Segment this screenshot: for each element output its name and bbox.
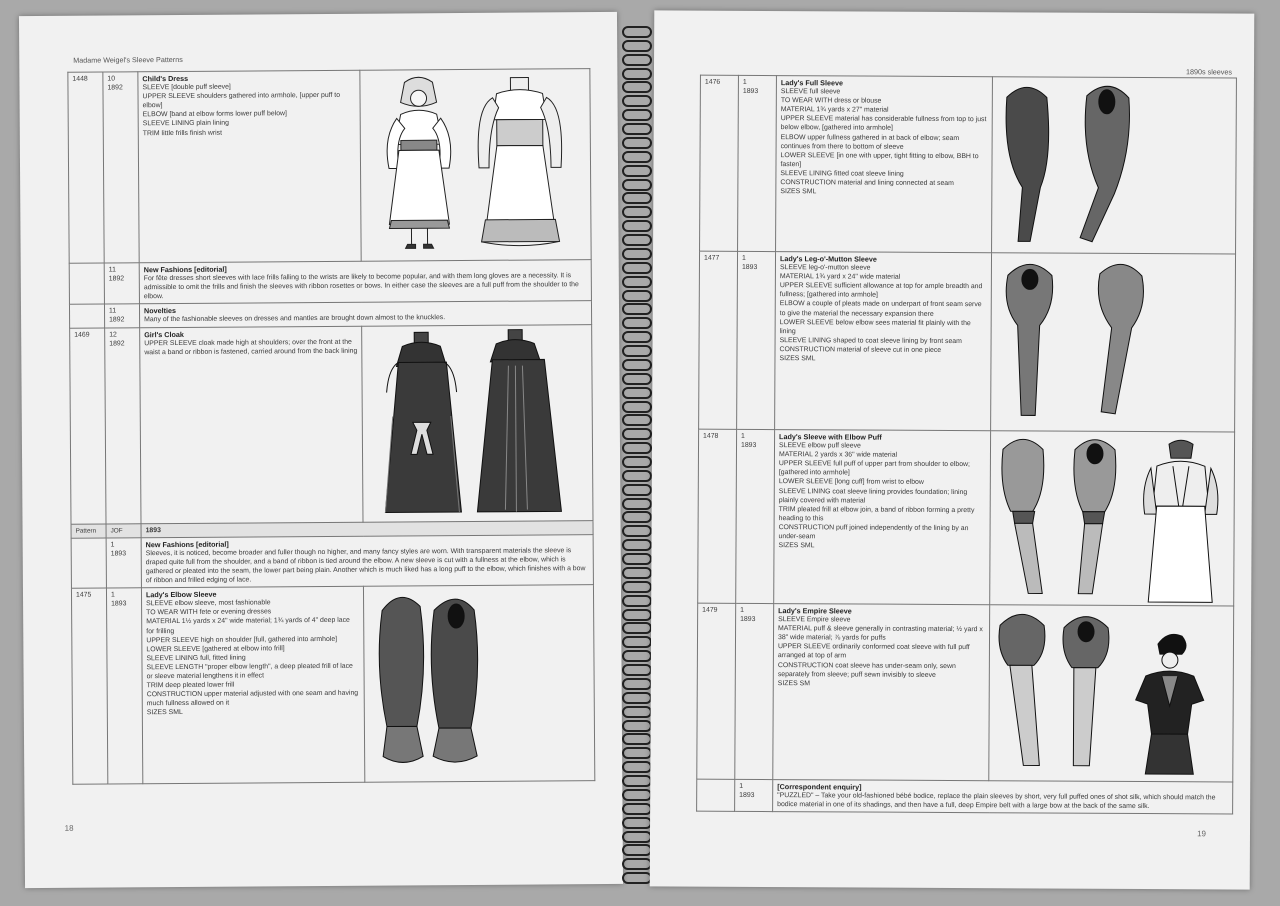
table-row <box>70 324 593 524</box>
spiral-coil <box>622 428 652 440</box>
table-row <box>699 251 1236 432</box>
entry-title: New Fashions [editorial] <box>145 539 229 549</box>
entry-description: [Correspondent enquiry] "PUZZLED" – Take your old-fashioned bébé bodice, replace the plain sleeves by short, very full puffed ones of shot silk, which should match the bodice material in one of its shadings, and then have a full, deep Empire belt with a large bow at the back of the same silk. <box>773 780 1233 815</box>
spiral-coil <box>622 636 652 648</box>
elbow-puff-illustration <box>990 431 1235 606</box>
spiral-coil <box>622 539 652 551</box>
spiral-coil <box>622 692 652 704</box>
section-col-jof: JOF <box>106 523 141 537</box>
spiral-coil <box>622 414 652 426</box>
spiral-coil <box>622 317 652 329</box>
right-page <box>650 10 1255 889</box>
entry-description: Lady's Elbow Sleeve SLEEVE elbow sleeve, most fashionable TO WEAR WITH fete or evening dresses MATERIAL 1½ yards x 24" wide material; 1¾ yards of 4" deep lace for frilling UPPER SLEEVE high on shoulder [full, gathered into armhole] LOWER SLEEVE [gathered at elbow into frill] SLEEVE LINING full, fitted lining SLEEVE LENGTH "proper elbow length", a deep pleated frill of lace or sleeve material lengthens it in effect TRIM deep pleated lower frill CONSTRUCTION upper material adjusted with one seam and having much fullness allowed on it SIZES SML <box>141 586 364 784</box>
entry-title: Girl's Cloak <box>144 329 184 339</box>
spiral-coil <box>622 761 652 773</box>
table-row <box>69 260 591 305</box>
spiral-coil <box>622 123 652 135</box>
spiral-coil <box>622 831 652 843</box>
elbow-sleeve-illustration <box>363 585 594 783</box>
spiral-coil <box>622 151 652 163</box>
spiral-coil <box>622 206 652 218</box>
spiral-coil <box>622 26 652 38</box>
pattern-number: 1448 <box>68 72 104 263</box>
spiral-coil <box>622 484 652 496</box>
spiral-coil <box>622 775 652 787</box>
spiral-coil <box>622 54 652 66</box>
entry-title: Novelties <box>143 306 177 316</box>
spiral-coil <box>622 276 652 288</box>
pattern-number: 1478 <box>698 429 737 603</box>
spiral-coil <box>622 511 652 523</box>
left-page <box>19 12 623 888</box>
pattern-number: 1469 <box>70 328 106 524</box>
spiral-coil <box>622 359 652 371</box>
entry-title: Lady's Elbow Sleeve <box>145 589 217 600</box>
full-sleeve-illustration <box>992 77 1237 254</box>
spiral-coil <box>622 179 652 191</box>
child-dress-illustration <box>360 69 591 262</box>
entry-title: Lady's Sleeve with Elbow Puff <box>779 432 882 442</box>
spiral-coil <box>622 720 652 732</box>
entry-title: New Fashions [editorial] <box>143 264 227 275</box>
spiral-coil <box>622 553 652 565</box>
entry-description: Lady's Empire Sleeve SLEEVE Empire sleeve MATERIAL puff & sleeve generally in contrasting material; ½ yard x 38" wide material; ⅞ yards for puffs UPPER SLEEVE ordinarily conformed coat sleeve with full puff arranged at top of arm CONSTRUCTION coat sleeve has under-seam only, sewn separately from sleeve; puff sewn invisibly to sleeve SIZES SM <box>773 604 990 781</box>
entry-title: [Correspondent enquiry] <box>777 782 862 792</box>
spiral-coil <box>622 192 652 204</box>
issue-date: 11 1892 <box>104 263 139 305</box>
pattern-number: 1476 <box>700 75 739 251</box>
entry-title: Lady's Leg-o'-Mutton Sleeve <box>779 254 877 264</box>
spiral-coil <box>622 872 652 884</box>
empire-sleeve-illustration <box>989 605 1234 782</box>
spiral-coil <box>622 595 652 607</box>
page-number: 19 <box>1197 829 1207 839</box>
spiral-coil <box>622 858 652 870</box>
spiral-coil <box>622 401 652 413</box>
pattern-table-right <box>696 75 1237 815</box>
spiral-coil <box>622 95 652 107</box>
entry-description: Lady's Full Sleeve SLEEVE full sleeve TO WEAR WITH dress or blouse MATERIAL 1¾ yards x 27" material UPPER SLEEVE material has considerable fullness from top to just below elbow, [gathered into armhole] ELBOW upper fullness gathered in at back of elbow; seam continues from there to bottom of sleeve LOWER SLEEVE [in one with upper, tight fitting to elbow, BBH to fasten] SLEEVE LINING fitted coat sleeve lining CONSTRUCTION material and lining connected at seam SIZES SML <box>776 76 993 253</box>
entry-title: Child's Dress <box>142 73 189 84</box>
spiral-coil <box>622 109 652 121</box>
table-row <box>700 75 1237 254</box>
spiral-coil <box>622 650 652 662</box>
issue-date: 1 1893 <box>735 779 773 811</box>
pattern-table-left <box>67 68 595 785</box>
issue-date: 1 1893 <box>736 429 775 603</box>
entry-title: Lady's Empire Sleeve <box>778 606 852 616</box>
spiral-coil <box>622 609 652 621</box>
spiral-coil <box>622 803 652 815</box>
issue-date: 1 1893 <box>735 603 774 779</box>
entry-description: Lady's Leg-o'-Mutton Sleeve SLEEVE leg-o'-mutton sleeve MATERIAL 1¾ yard x 24" wide material UPPER SLEEVE sufficient allowance at top for ample breadth and fullness; [gathered into armhole] ELBOW a couple of pleats made on underpart of front seam serve to give the material the necessary expansion there LOWER SLEEVE below elbow sees material fit plainly with the lining SLEEVE LINING shaped to coat sleeve lining by front seam CONSTRUCTION material of sleeve cut in one piece SIZES SML <box>775 252 992 431</box>
spiral-coil <box>622 220 652 232</box>
spiral-coil <box>622 165 652 177</box>
issue-date: 12 1892 <box>105 327 141 523</box>
section-col-pattern: Pattern <box>71 524 106 538</box>
entry-title: Lady's Full Sleeve <box>780 78 843 88</box>
spiral-coil <box>622 290 652 302</box>
entry-description: Girl's Cloak UPPER SLEEVE cloak made high at shoulders; over the front at the waist a band or ribbon is fastened, carried around from the back lining <box>140 326 363 524</box>
issue-date: 10 1892 <box>103 72 139 263</box>
entry-description: Child's Dress SLEEVE [double puff sleeve] UPPER SLEEVE shoulders gathered into armhole, [upper puff to elbow] ELBOW [band at elbow forms lower puff below] SLEEVE LINING plain lining TRIM little frills finish wrist <box>138 70 361 263</box>
entry-description: New Fashions [editorial] For fête dresses short sleeves with lace frills falling to the wrists are likely to become popular, and with them long gloves are a necessity. It is admissible to omit the frills and finish the sleeves with ribbon rosettes or bows. In either case the sleeves are a full puff from the shoulder to the elbow. <box>139 260 591 305</box>
spiral-coil <box>622 303 652 315</box>
entry-description: Lady's Sleeve with Elbow Puff SLEEVE elbow puff sleeve MATERIAL 2 yards x 36" wide material UPPER SLEEVE full puff of upper part from shoulder to elbow; [gathered into armhole] LOWER SLEEVE [long cuff] from wrist to elbow SLEEVE LINING coat sleeve lining provides foundation; lining plainly covered with material TRIM pleated frill at elbow join, a band of ribbon forming a pretty heading to this CONSTRUCTION puff joined independently of the lining by an under-seam SIZES SML <box>774 430 991 605</box>
spiral-coil <box>622 387 652 399</box>
spiral-coil <box>622 733 652 745</box>
spiral-coil <box>622 664 652 676</box>
table-row <box>697 779 1233 814</box>
page-number: 18 <box>64 823 74 833</box>
spiral-coil <box>622 581 652 593</box>
spiral-coil <box>622 81 652 93</box>
leg-o-mutton-illustration <box>991 253 1236 432</box>
table-row <box>71 585 594 785</box>
section-year: 1893 <box>141 520 593 537</box>
running-head: Madame Weigel's Sleeve Patterns <box>73 54 183 65</box>
spiral-coil <box>622 373 652 385</box>
spiral-coil <box>622 622 652 634</box>
spiral-coil <box>622 262 652 274</box>
spiral-coil <box>622 345 652 357</box>
spiral-coil <box>622 789 652 801</box>
spiral-coil <box>622 567 652 579</box>
spiral-coil <box>622 40 652 52</box>
issue-date: 1 1893 <box>737 251 776 429</box>
entry-description: Novelties Many of the fashionable sleeves on dresses and mantles are brought down almost to the knuckles. <box>139 301 591 327</box>
girls-cloak-illustration <box>362 324 593 522</box>
spiral-coil <box>622 844 652 856</box>
running-head: 1890s sleeves <box>1186 67 1233 77</box>
spiral-coil <box>622 68 652 80</box>
table-row <box>68 69 591 264</box>
issue-date: 1 1893 <box>106 537 141 588</box>
spiral-coil <box>622 706 652 718</box>
spiral-coil <box>622 331 652 343</box>
spiral-coil <box>622 470 652 482</box>
spiral-coil <box>622 442 652 454</box>
table-row <box>697 603 1234 782</box>
table-row <box>71 534 593 588</box>
issue-date: 1 1893 <box>106 588 142 784</box>
spiral-coil <box>622 525 652 537</box>
spiral-coil <box>622 817 652 829</box>
spiral-coil <box>622 248 652 260</box>
issue-date: 1 1893 <box>738 75 777 251</box>
entry-description: New Fashions [editorial] Sleeves, it is noticed, become broader and fuller though no higher, and many fancy styles are worn. With transparent materials the sleeve is draped quite full from the shoulder, and a band of ribbon is tied around the elbow. A new sleeve is cut with a fullness at the elbow, which is gathered or pleated into the seam, the lower part being plain. Another which is much liked has a long puff to the elbow, which finishes with a bow of ribbon and frilled edging of lace. <box>141 534 593 588</box>
spiral-coil <box>622 137 652 149</box>
spiral-coil <box>622 498 652 510</box>
spiral-coil <box>622 456 652 468</box>
spiral-coil <box>622 747 652 759</box>
spiral-coil <box>622 234 652 246</box>
pattern-number: 1475 <box>71 588 107 784</box>
issue-date: 11 1892 <box>104 304 139 327</box>
pattern-number: 1479 <box>697 603 736 779</box>
spiral-coil <box>622 678 652 690</box>
pattern-number: 1477 <box>699 251 738 429</box>
table-row <box>698 429 1235 606</box>
